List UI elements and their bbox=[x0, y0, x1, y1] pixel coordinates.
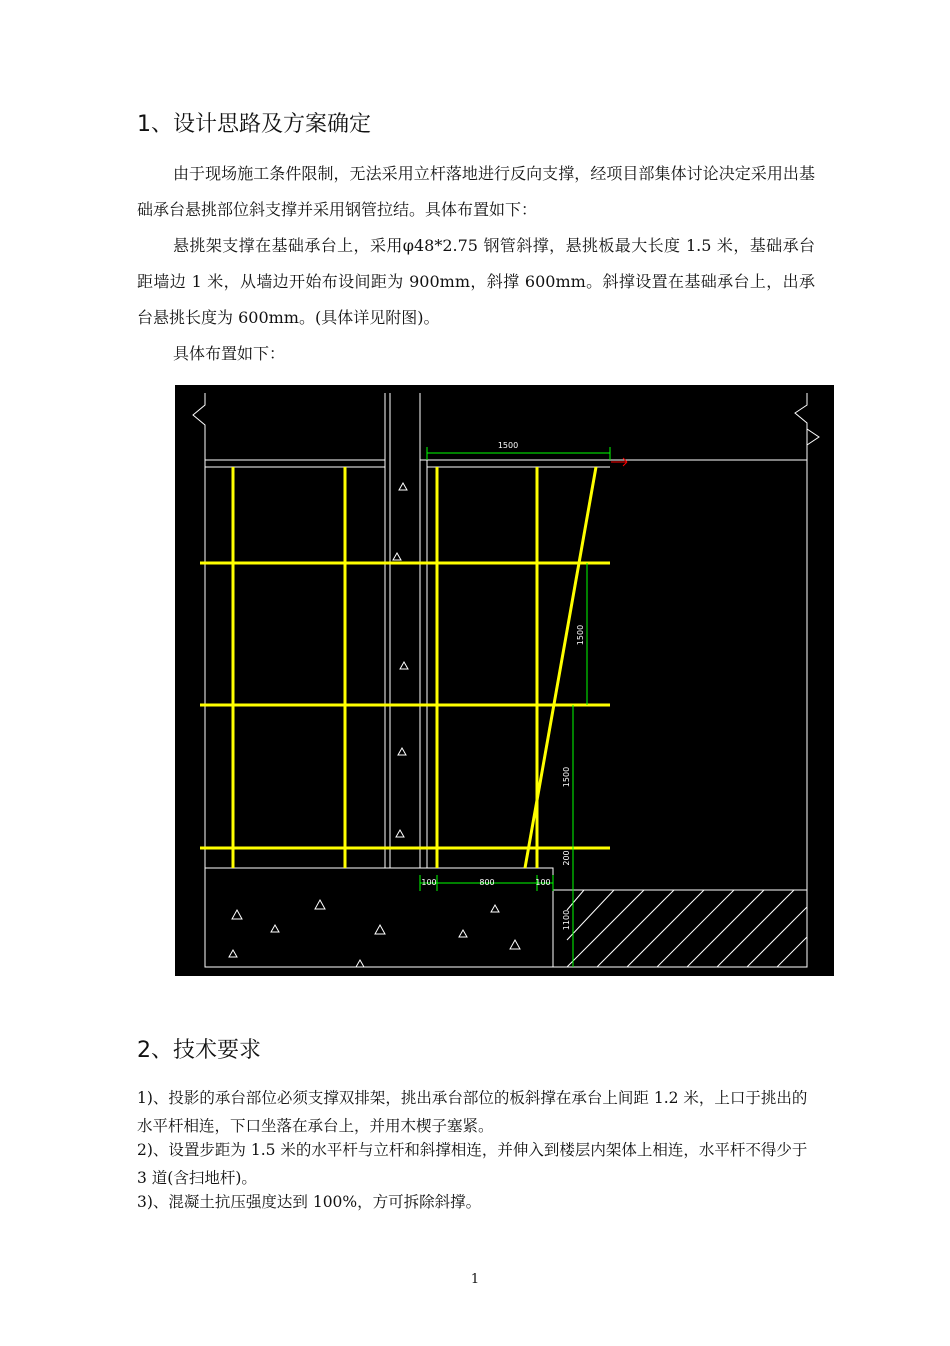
scaffold-drawing bbox=[175, 385, 834, 976]
dim-bottom-mid: 800 bbox=[479, 878, 495, 887]
dim-right-middle: 1500 bbox=[562, 766, 571, 788]
section-2-heading: 2、技术要求 bbox=[137, 1038, 261, 1063]
drawing-background bbox=[175, 385, 834, 976]
requirement-2: 2)、设置步距为 1.5 米的水平杆与立杆和斜撑相连，并伸入到楼层内架体上相连，水平杆不得少于 3 道(含扫地杆)。 bbox=[137, 1141, 808, 1187]
dim-bottom-right: 100 bbox=[535, 878, 551, 887]
section-1-heading: 1、设计思路及方案确定 bbox=[137, 112, 371, 137]
dim-top: 1500 bbox=[497, 441, 519, 450]
dim-right-lower: 200 bbox=[562, 850, 571, 866]
section-1-paragraph-2: 悬挑架支撑在基础承台上，采用φ48*2.75 钢管斜撑，悬挑板最大长度 1.5 米，基础承台距墙边 1 米，从墙边开始布设间距为 900mm，斜撑 600mm。斜撑设置在基础承台上，出承台悬挑长度为 600mm。(具体详见附图)。 bbox=[137, 236, 815, 327]
requirement-1: 1)、投影的承台部位必须支撑双排架，挑出承台部位的板斜撑在承台上间距 1.2 米，上口于挑出的水平杆相连，下口坐落在承台上，并用木楔子塞紧。 bbox=[137, 1089, 808, 1135]
dim-right-base: 1100 bbox=[562, 909, 571, 931]
requirement-3: 3)、混凝土抗压强度达到 100%，方可拆除斜撑。 bbox=[137, 1193, 482, 1211]
dim-bottom-left: 100 bbox=[421, 878, 437, 887]
section-1-paragraph-1: 由于现场施工条件限制，无法采用立杆落地进行反向支撑，经项目部集体讨论决定采用出基础承台悬挑部位斜支撑并采用钢管拉结。具体布置如下： bbox=[137, 164, 815, 219]
page-number: 1 bbox=[470, 1272, 480, 1287]
dim-right-upper: 1500 bbox=[576, 624, 585, 646]
section-1-paragraph-3: 具体布置如下： bbox=[173, 344, 286, 363]
